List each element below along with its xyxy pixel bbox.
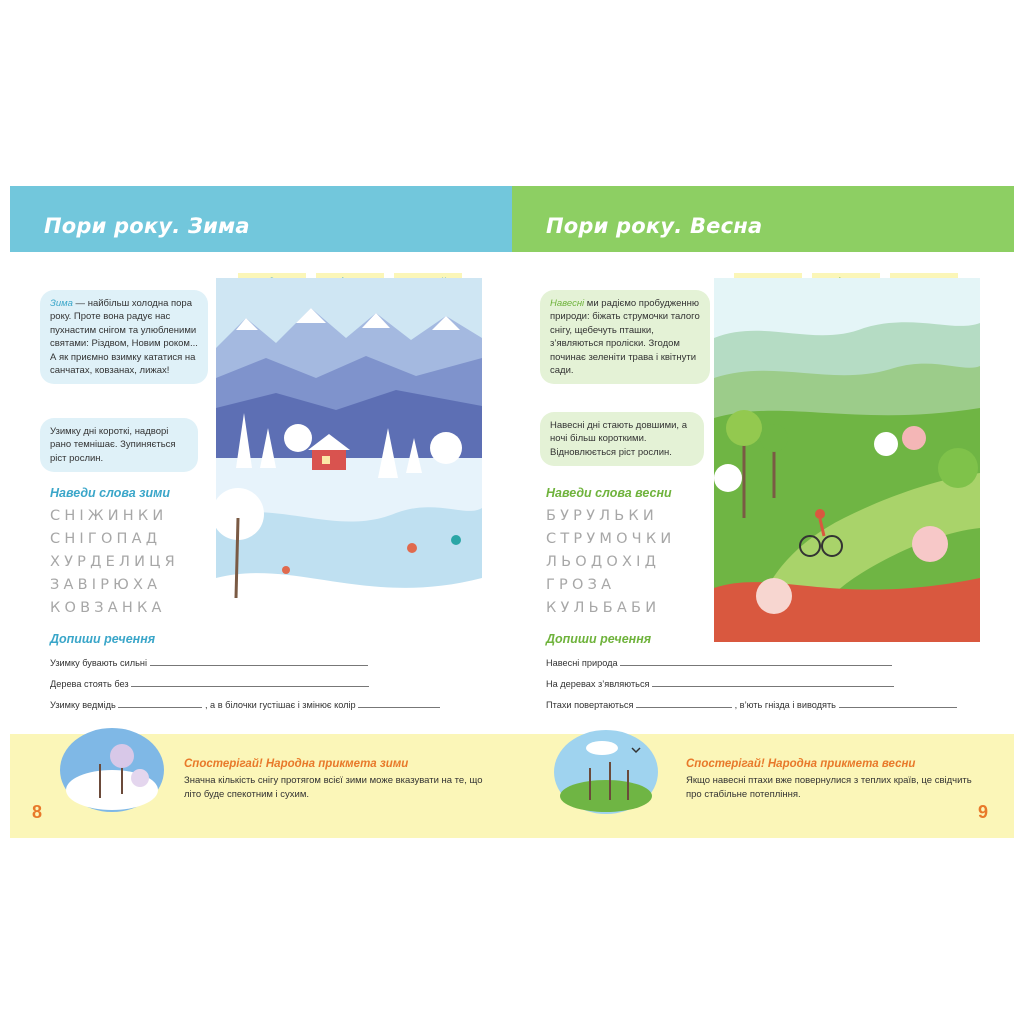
intro-bubble [40, 290, 208, 384]
trace-word: СНІГОПАД [50, 531, 162, 547]
trace-word: ЗАВІРЮХА [50, 577, 162, 593]
spring-observe-icon [554, 730, 658, 814]
book-spread [10, 186, 1014, 838]
trace-word: БУРУЛЬКИ [546, 508, 658, 524]
sentence-text: На деревах з’являються [546, 679, 650, 689]
intro-text: ми радіємо пробудженню природи: біжать струмочки талого снігу, щебечуть пташки, з’являються проліски. Згодом починає зеленіти трава і квітнути сади. [550, 298, 700, 377]
sentence-text: Навесні природа [546, 658, 618, 668]
observe-text: Якщо навесні птахи вже повернулися з теплих країв, це свідчить про стабільне потепління. [686, 775, 972, 800]
trace-heading: Наведи слова зими [50, 486, 171, 500]
trace-word: СНІЖИНКИ [50, 508, 168, 524]
winter-observe-icon [60, 728, 164, 812]
sentence-row [50, 698, 440, 710]
observe-title: Спостерігай! Народна прикмета зими [184, 758, 409, 770]
observe-title: Спостерігай! Народна прикмета весни [686, 758, 916, 770]
sentence-text: Птахи повертаються [546, 700, 634, 710]
page-title: Пори року. Зима [44, 214, 250, 238]
observation-band [10, 734, 1014, 838]
trace-word: КУЛЬБАБИ [546, 600, 661, 616]
trace-word: ГРОЗА [546, 577, 616, 593]
trace-word: ЛЬОДОХІД [546, 554, 661, 570]
note-bubble: Узимку дні короткі, надворі рано темнішає. Зупиняється ріст рослин. [40, 418, 198, 472]
trace-word: ХУРДЕЛИЦЯ [50, 554, 179, 570]
sentence-text: Узимку ведмідь [50, 700, 116, 710]
sentence-row [546, 656, 892, 668]
intro-text: — найбільш холодна пора року. Проте вона радує нас пухнастим снігом та улюбленими святами: Різдвом, Новим роком... А як приємно взимку кататися на санчатах, ковзанах, лижах! [50, 298, 198, 377]
sentence-row [546, 677, 894, 689]
trace-heading: Наведи слова весни [546, 486, 672, 500]
answer-blank[interactable] [839, 698, 957, 708]
spring-header [512, 186, 1014, 252]
sentence-text: Дерева стоять без [50, 679, 129, 689]
intro-bubble [540, 290, 710, 384]
sentence-row [50, 656, 368, 668]
sentence-text: , а в білочки густішає і змінює колір [204, 700, 356, 710]
answer-blank[interactable] [150, 656, 368, 666]
answer-blank[interactable] [636, 698, 732, 708]
answer-blank[interactable] [652, 677, 894, 687]
trace-word: КОВЗАНКА [50, 600, 166, 616]
sentence-text: , в’ють гнізда і виводять [734, 700, 836, 710]
answer-blank[interactable] [131, 677, 369, 687]
spring-illustration [714, 278, 980, 642]
page-title: Пори року. Весна [546, 214, 763, 238]
observe-text: Значна кількість снігу протягом всієї зими може вказувати на те, що літо буде спекотним і сухим. [184, 775, 483, 800]
winter-header [10, 186, 512, 252]
answer-blank[interactable] [358, 698, 440, 708]
sentence-row [50, 677, 369, 689]
complete-heading: Допиши речення [50, 632, 156, 646]
winter-illustration [216, 278, 482, 642]
intro-highlight: Навесні [550, 298, 585, 309]
trace-word: СТРУМОЧКИ [546, 531, 676, 547]
answer-blank[interactable] [118, 698, 202, 708]
answer-blank[interactable] [620, 656, 892, 666]
note-bubble: Навесні дні стають довшими, а ночі більш короткими. Відновлюється ріст рослин. [540, 412, 704, 466]
sentence-text: Узимку бувають сильні [50, 658, 148, 668]
intro-highlight: Зима [50, 298, 73, 309]
page-number: 8 [32, 802, 43, 822]
sentence-row [546, 698, 957, 710]
page-number: 9 [978, 802, 989, 822]
complete-heading: Допиши речення [546, 632, 652, 646]
